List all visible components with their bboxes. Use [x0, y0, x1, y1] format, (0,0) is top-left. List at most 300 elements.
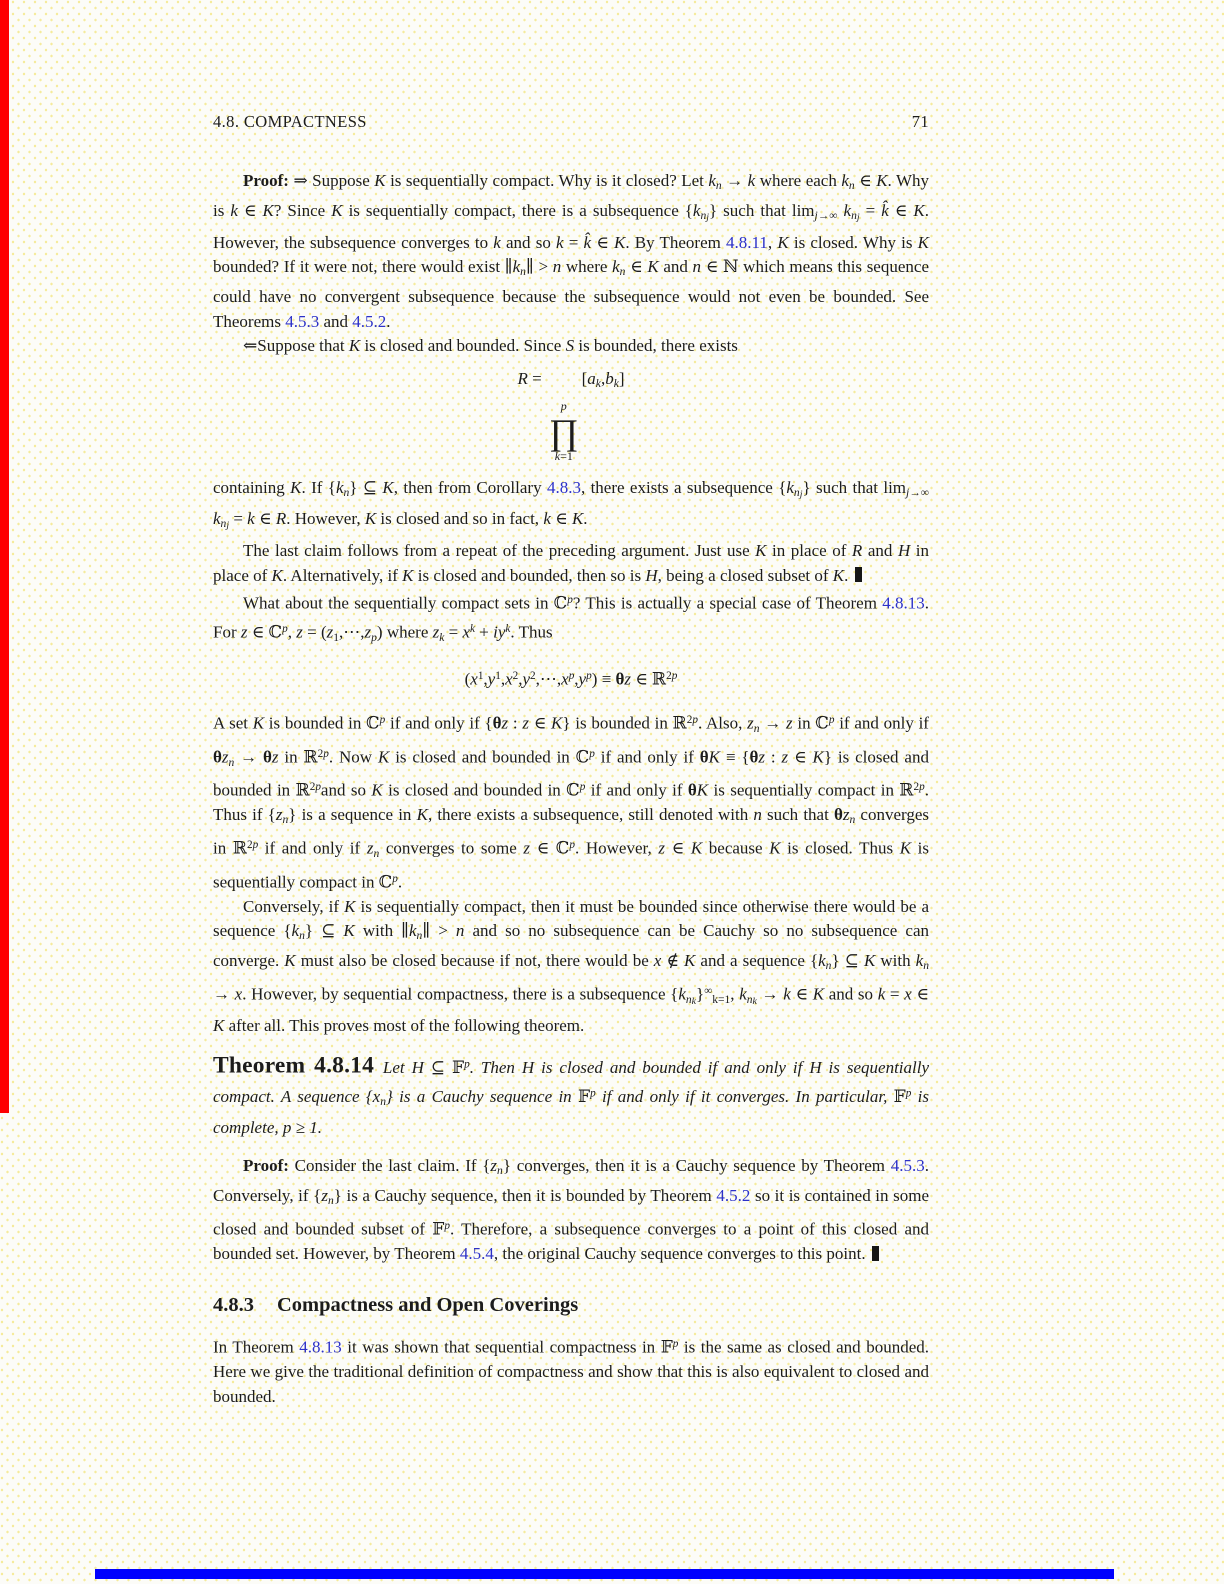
text-segment: = — [527, 368, 546, 388]
text-segment: must also be closed because if not, there would be — [295, 951, 654, 971]
text-segment: . By Theorem — [625, 232, 727, 252]
text-segment: is closed. Thus — [780, 838, 900, 858]
math-text: K — [348, 336, 361, 356]
text-segment: and — [862, 541, 898, 561]
text-segment: ⇐Suppose that — [243, 336, 349, 356]
math-text: R — [275, 509, 287, 529]
text-segment: . If { — [301, 477, 336, 497]
math-text: n — [455, 921, 465, 941]
text-segment: . However, — [286, 509, 365, 529]
text-segment: in ℝ — [278, 747, 318, 767]
math-text: p — [444, 1220, 450, 1233]
math-text: x — [372, 1087, 381, 1107]
section-number: 4.8.3 — [213, 1293, 254, 1316]
text-segment: . Thus if { — [213, 780, 929, 825]
math-text: x — [234, 984, 243, 1004]
math-text: p — [672, 1337, 679, 1350]
text-segment: 2 — [309, 781, 316, 794]
math-text: K — [899, 838, 912, 858]
text-segment: → — [759, 713, 786, 733]
text-segment: 2 — [686, 714, 693, 727]
math-text: p — [282, 1118, 292, 1138]
text-segment: is sequentially compact in ℂ — [213, 838, 930, 892]
math-text: k — [439, 630, 445, 644]
text-segment: } such that lim — [802, 477, 907, 497]
text-segment: = — [885, 984, 905, 1004]
text-segment: containing — [213, 477, 291, 497]
math-text: K — [344, 896, 356, 916]
text-segment: , — [600, 368, 606, 388]
math-text: z — [240, 622, 248, 642]
text-segment: , — [574, 669, 579, 689]
text-segment: . — [583, 509, 588, 529]
math-text: p — [919, 781, 925, 794]
theorem-ref-link[interactable]: 4.8.13 — [882, 593, 925, 613]
text-segment: , — [483, 669, 488, 689]
bottom-edge-marker — [95, 1569, 1114, 1579]
math-text: k — [505, 622, 511, 635]
math-text: K — [777, 232, 789, 252]
math-text: k — [841, 171, 849, 190]
math-text: n — [700, 209, 707, 223]
math-text: n — [848, 179, 855, 193]
math-text: n — [851, 209, 857, 223]
text-segment: } is a sequence in — [288, 805, 417, 825]
text-segment: is sequentially compact. Why is it closed? Let — [385, 171, 709, 190]
math-text: k — [877, 984, 886, 1004]
math-text: z — [275, 805, 283, 825]
math-text: p — [589, 747, 595, 760]
math-text: K — [377, 747, 390, 767]
math-text: k — [739, 984, 747, 1004]
text-segment: =1 — [560, 448, 573, 463]
text-segment: is bounded in ℂ — [264, 713, 380, 733]
text-segment: } converges, then it is a Cauchy sequence by Theorem — [502, 1156, 891, 1176]
math-text: k — [230, 200, 238, 220]
text-segment: is closed and bounded. Since — [360, 336, 566, 356]
math-text: z — [842, 805, 850, 825]
text-segment: ,⋯, — [535, 669, 562, 689]
math-text: x — [505, 669, 513, 689]
text-segment: ∈ — [625, 257, 648, 277]
math-text: k — [543, 509, 551, 529]
math-text: k — [470, 622, 476, 635]
math-text: k — [512, 257, 521, 277]
math-text: R — [851, 541, 863, 561]
math-text: iy — [493, 622, 506, 642]
math-text: k — [247, 509, 255, 529]
theorem-ref-link[interactable]: 4.8.13 — [299, 1337, 342, 1357]
paragraph-proof-forward — [213, 169, 929, 334]
text-segment: } — [696, 984, 705, 1004]
text-segment: In Theorem — [213, 1337, 300, 1357]
product-symbol: ∏ — [548, 411, 579, 452]
math-text: k — [613, 377, 619, 390]
text-segment: What about the sequentially compact sets in ℂ — [243, 593, 568, 613]
math-text: p — [590, 1087, 596, 1100]
text-segment: and so no subsequence can be Cauchy so no subsequence can converge. — [213, 921, 929, 971]
math-text: z — [366, 838, 374, 858]
math-text: k — [213, 509, 221, 529]
math-text: n — [299, 929, 305, 943]
math-text: K — [917, 232, 929, 252]
math-text: b — [605, 368, 614, 388]
text-segment: 2 — [666, 670, 672, 682]
text-segment: θ — [263, 747, 272, 767]
math-text: k — [691, 995, 697, 1007]
theorem-ref-link[interactable]: 4.5.3 — [890, 1156, 925, 1176]
text-segment: [ — [581, 368, 588, 388]
math-text: K — [684, 951, 696, 971]
math-text: x — [653, 951, 662, 971]
text-segment: ∈ — [237, 200, 263, 220]
text-segment: if and only if — [258, 838, 367, 858]
text-segment: } ⊆ — [831, 951, 864, 971]
text-segment: ) where — [376, 622, 433, 642]
text-segment: if and only if it converges. In particular, — [595, 1087, 894, 1107]
theorem-ref-link[interactable]: 4.5.3 — [285, 311, 320, 331]
text-segment: } is closed and bounded in ℝ — [213, 747, 929, 800]
math-text: K — [271, 565, 283, 585]
theorem-ref-link[interactable]: 4.8.11 — [726, 232, 768, 252]
math-text: n — [220, 517, 227, 531]
text-segment: ∈ ℂ — [530, 838, 570, 858]
text-segment: ∈ — [888, 200, 914, 220]
text-segment: . However, the subsequence converges to — [213, 200, 930, 252]
math-text: k — [493, 232, 501, 252]
text-segment: ∈ — [854, 171, 877, 190]
text-segment: . Conversely, if { — [213, 1156, 929, 1206]
math-text: k — [291, 921, 300, 941]
text-segment: → — [213, 984, 235, 1004]
text-segment: 1 — [495, 670, 501, 682]
text-segment: . — [844, 565, 853, 585]
math-text: x — [561, 669, 569, 689]
text-segment: 𝔽 — [893, 1087, 906, 1107]
math-text: p — [464, 1057, 470, 1070]
math-text: z — [221, 747, 229, 767]
equation-lhs — [518, 369, 546, 388]
math-text: K — [262, 200, 274, 220]
math-text: p — [323, 747, 329, 760]
text-segment: 2 — [530, 670, 536, 682]
math-text: H — [521, 1057, 535, 1077]
theorem-label: Theorem 4.8.14 — [213, 1052, 383, 1079]
text-segment: ( — [464, 669, 471, 689]
math-text: k — [747, 171, 756, 190]
math-text: K — [832, 565, 845, 585]
math-text: p — [586, 670, 592, 682]
math-text: n — [753, 805, 762, 825]
running-head — [213, 112, 929, 132]
math-text: k — [678, 984, 686, 1004]
text-segment: is the same as closed and bounded. Here we give the traditional definition of compactness and show that this is also equivalent to closed and bounded. — [213, 1337, 930, 1406]
theorem-4-8-14 — [213, 1051, 929, 1141]
text-segment: ∥ > — [525, 257, 553, 277]
math-text: z — [296, 622, 303, 642]
math-text: j — [856, 211, 860, 223]
text-segment: = — [859, 200, 882, 220]
math-text: p — [392, 872, 398, 885]
math-text: j — [226, 520, 230, 532]
text-segment: in place of — [766, 541, 852, 561]
running-head-section: 4.8. COMPACTNESS — [213, 112, 367, 131]
text-segment: , there exists a subsequence, still denoted with — [427, 805, 754, 825]
math-text: n — [753, 722, 760, 736]
math-text: n — [282, 813, 289, 827]
text-segment: ∈ ℂ — [247, 622, 283, 642]
text-segment: . Why is — [213, 171, 930, 220]
text-segment: Proof: — [243, 171, 294, 190]
text-segment: = ( — [302, 622, 327, 642]
theorem-ref-link[interactable]: 4.5.4 — [459, 1244, 494, 1264]
math-text: j — [799, 488, 803, 500]
math-text: n — [343, 485, 350, 499]
math-text: k — [409, 921, 417, 941]
text-segment: 1 — [477, 670, 484, 682]
text-segment: →∞ — [817, 209, 838, 223]
text-segment: and — [319, 311, 353, 331]
text-segment: ? This is actually a special case of Theorem — [572, 593, 883, 613]
math-text: n — [520, 265, 526, 279]
text-segment: because — [702, 838, 770, 858]
math-text: p — [671, 670, 678, 682]
text-segment: } such that lim — [709, 200, 815, 220]
math-text: y — [522, 669, 531, 689]
text-segment: Consider the last claim. If { — [294, 1156, 491, 1176]
text-segment: ) ≡ — [591, 669, 616, 689]
text-segment: and so — [320, 780, 372, 800]
math-text: p — [828, 714, 835, 727]
math-text: p — [692, 714, 698, 727]
qed-marker — [855, 567, 862, 582]
text-segment: and so — [824, 984, 878, 1004]
math-text: z — [786, 713, 793, 733]
text-segment: = — [444, 622, 463, 642]
text-segment: where each — [755, 171, 842, 190]
math-text: k — [786, 477, 794, 497]
math-text: a — [587, 368, 596, 388]
math-text: K — [551, 713, 563, 733]
text-segment: ∈ — [790, 984, 813, 1004]
text-segment: θ — [615, 669, 625, 689]
text-segment: so it is contained in some closed and bounded subset of — [213, 1186, 929, 1239]
paragraph-bounded-iff — [213, 708, 929, 895]
math-text: K — [647, 257, 659, 277]
text-segment: 𝔽 — [660, 1337, 673, 1357]
math-text: n — [715, 179, 722, 193]
text-segment: , — [730, 984, 740, 1004]
text-segment: ⇒ Suppose — [293, 171, 375, 190]
math-text: K — [374, 171, 386, 190]
math-text: k̂ — [583, 232, 592, 252]
text-segment: The last claim follows from a repeat of the preceding argument. Just use — [243, 541, 756, 561]
math-text: p — [371, 630, 377, 644]
text-segment: such that — [761, 805, 834, 825]
math-text: K — [571, 509, 584, 529]
text-segment: ⊆ — [423, 1057, 453, 1077]
text-segment: , being a closed subset of — [657, 565, 833, 585]
math-text: j — [906, 485, 910, 499]
text-segment: if and only if — [594, 747, 700, 767]
text-segment: ] — [618, 368, 625, 388]
math-text: z — [747, 713, 754, 733]
text-segment: 1 — [333, 630, 340, 644]
text-segment: ∉ — [661, 951, 685, 971]
text-segment: : — [508, 713, 523, 733]
math-text: n — [685, 992, 692, 1006]
math-text: n — [380, 1095, 386, 1109]
text-segment: ∈ — [528, 713, 552, 733]
math-text: k — [818, 951, 826, 971]
text-segment: it was shown that sequential compactness in — [341, 1337, 661, 1357]
equation-rhs — [582, 369, 625, 388]
math-text: z — [326, 622, 334, 642]
theorem-ref-link[interactable]: 4.5.2 — [716, 1186, 751, 1206]
math-text: y — [578, 669, 587, 689]
math-text: p — [560, 399, 567, 414]
math-text: k — [708, 171, 716, 190]
text-segment: θ — [687, 780, 697, 800]
text-segment: . Now — [328, 747, 378, 767]
math-text: K — [755, 541, 767, 561]
text-segment: is closed. Why is — [788, 232, 918, 252]
math-text: n — [373, 846, 380, 860]
text-segment: k=1 — [712, 992, 731, 1006]
math-text: n — [497, 1164, 503, 1178]
math-text: p — [567, 594, 573, 607]
text-segment: and so — [500, 232, 557, 252]
text-segment: ? Since — [273, 200, 332, 220]
paragraph-containing-k — [213, 476, 929, 539]
math-text: K — [812, 984, 825, 1004]
text-segment: . Alternatively, if — [282, 565, 403, 585]
math-text: z — [781, 747, 789, 767]
math-text: n — [825, 959, 832, 973]
text-segment: Let — [382, 1057, 412, 1077]
math-text: K — [863, 951, 876, 971]
text-segment: is sequentially compact, there is a subsequence { — [342, 200, 693, 220]
math-text: K — [690, 838, 703, 858]
theorem-ref-link[interactable]: 4.5.2 — [352, 311, 387, 331]
text-segment: if and only if — [585, 780, 688, 800]
math-text: z — [432, 622, 440, 642]
text-segment: } is bounded in ℝ — [562, 713, 687, 733]
text-segment: } is a Cauchy sequence, then it is bounded by Theorem — [333, 1186, 717, 1206]
text-segment: is sequentially compact in ℝ — [708, 780, 914, 800]
text-segment: → — [756, 984, 784, 1004]
paragraph-open-coverings-intro — [213, 1332, 929, 1409]
math-text: K — [382, 477, 394, 497]
text-segment: bounded? If it were not, there would exist ∥ — [213, 257, 513, 277]
math-text: y — [487, 669, 496, 689]
text-segment: } ⊆ — [304, 921, 344, 941]
math-text: z — [523, 838, 531, 858]
math-text: p — [282, 622, 288, 635]
text-segment: if and only if { — [385, 713, 493, 733]
qed-marker — [872, 1246, 879, 1261]
math-text: K — [402, 565, 414, 585]
text-segment: , — [518, 669, 523, 689]
text-segment: . However, — [575, 838, 659, 858]
text-segment: 𝔽 — [452, 1057, 465, 1077]
text-segment: if and only if — [834, 713, 929, 733]
math-text: x — [904, 984, 912, 1004]
math-text: K — [696, 780, 709, 800]
text-segment: θ — [749, 747, 759, 767]
text-segment: 𝔽 — [578, 1087, 591, 1107]
text-segment: ∈ — [911, 984, 930, 1004]
math-text: k — [335, 477, 344, 497]
text-segment: ∈ ℕ which means this sequence could have no convergent subsequence because the subsequence would not even be bounded. See Theorems — [213, 257, 929, 331]
math-text: x — [462, 622, 471, 642]
math-text: S — [565, 336, 575, 356]
math-text: k — [752, 995, 757, 1007]
math-text: z — [522, 713, 529, 733]
math-text: K — [416, 805, 428, 825]
text-segment: →∞ — [909, 485, 930, 499]
text-segment: . — [397, 872, 403, 892]
paragraph-proof-last-claim — [213, 1154, 929, 1266]
math-text: p — [379, 714, 386, 727]
math-text: k — [692, 200, 701, 220]
page-number: 71 — [911, 112, 929, 131]
math-text: K — [343, 921, 355, 941]
section-heading-4-8-3 — [213, 1294, 929, 1317]
text-segment: ∈ — [550, 509, 572, 529]
text-segment: in ℂ — [792, 713, 829, 733]
math-text: K — [812, 747, 824, 767]
text-segment: ,⋯, — [339, 622, 365, 642]
theorem-ref-link[interactable]: 4.8.3 — [546, 477, 581, 497]
text-segment: . Also, — [697, 713, 748, 733]
text-column — [213, 112, 929, 1409]
text-segment: → — [234, 747, 264, 767]
math-text: p — [315, 781, 321, 794]
math-text: k — [556, 232, 564, 252]
equation-product — [213, 369, 929, 464]
math-text: H — [645, 565, 658, 585]
math-text: k — [843, 200, 852, 220]
section-title: Compactness and Open Coverings — [277, 1293, 579, 1316]
text-segment: , there exists a subsequence { — [580, 477, 787, 497]
text-segment: . Thus — [510, 622, 553, 642]
text-segment: } ⊆ — [349, 477, 383, 497]
text-segment: , then from Corollary — [393, 477, 547, 497]
math-text: k — [554, 448, 561, 463]
text-segment: } is a Cauchy sequence in — [386, 1087, 578, 1107]
math-text: p — [579, 781, 586, 794]
math-text: K — [364, 509, 377, 529]
text-segment: ∈ — [254, 509, 276, 529]
equation-theta-map — [213, 664, 929, 692]
math-text: K — [331, 200, 343, 220]
math-text: n — [552, 257, 562, 277]
text-segment: A set — [213, 713, 253, 733]
text-segment: 2 — [913, 781, 920, 794]
math-text: x — [470, 669, 478, 689]
math-text: p — [569, 839, 575, 852]
text-segment: 2 — [512, 670, 519, 682]
text-segment: is sequentially compact, then it must be bounded since otherwise there would be a sequence { — [213, 896, 929, 941]
text-segment: + — [475, 622, 494, 642]
text-segment: ∥ > — [422, 921, 456, 941]
text-segment: θ — [833, 805, 843, 825]
math-text: K — [290, 477, 302, 497]
text-segment: ≥ 1. — [291, 1118, 322, 1138]
text-segment: is closed and bounded in ℂ — [382, 780, 580, 800]
text-segment: in place of — [213, 541, 929, 585]
